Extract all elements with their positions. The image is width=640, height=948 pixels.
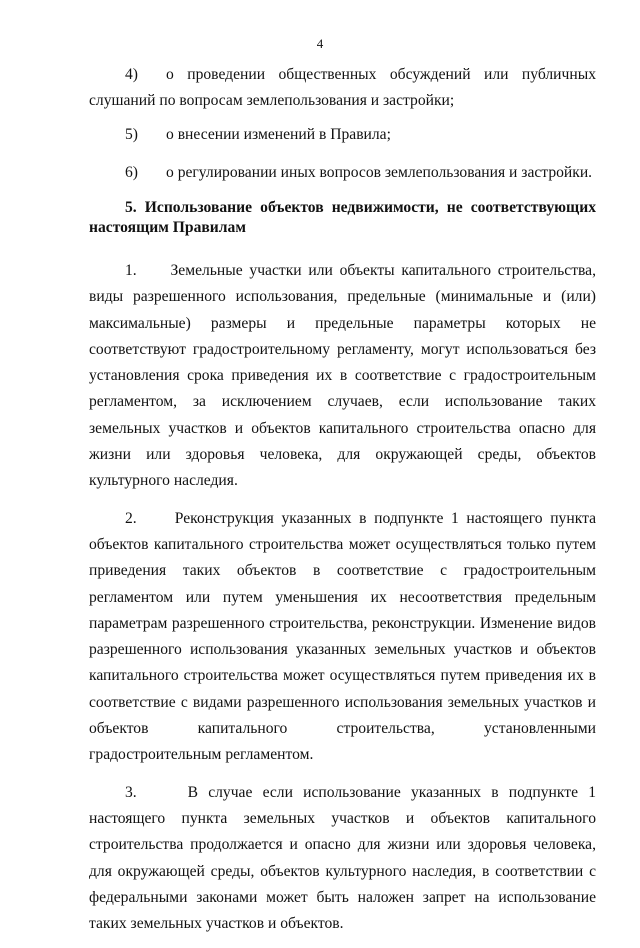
paragraph-2: 2. Реконструкция указанных в подпункте 1 настоящего пункта объектов капитального строительства может осуществляться только путем приведения таких объектов в соответствие с градостроительным регламентом или путем уменьшения их несоответствия предельным параметрам разрешенного строительства, реконструкции. Изменение видов разрешенного использования указанных земельных участков и объектов капитального строительства может осуществляться путем приведения их в соответствие с видами разрешенного использования земельных участков и объектов капитального строительства, установленными градостроительным регламентом. (89, 509, 596, 764)
page-number: 4 (316, 36, 324, 51)
list-item-4-text-line2: слушаний по вопросам землепользования и застройки; (89, 92, 455, 109)
list-item-6-text: о регулировании иных вопросов землепользования и застройки. (166, 164, 593, 181)
section-heading: 5. Использование объектов недвижимости, не соответствующих настоящим Правилам (89, 199, 596, 236)
document-body (89, 62, 596, 948)
list-item-4 (89, 62, 596, 114)
list-item-5-text: о внесении изменений в Правила; (166, 126, 391, 143)
list-item-6-number: 6) (125, 164, 138, 181)
list-item-4-text-line1: о проведении общественных обсуждений или публичных (166, 66, 596, 83)
list-item-4-first-line (89, 62, 596, 88)
list-item-4-number: 4) (125, 66, 138, 83)
list-item-5 (89, 122, 596, 148)
list-item-5-number: 5) (125, 126, 138, 143)
list-item-6 (89, 160, 596, 186)
paragraph-3: 3. В случае если использование указанных в подпункте 1 настоящего пункта земельных участков и объектов капитального строительства продолжается и опасно для жизни или здоровья человека, для окружающей среды, объектов культурного наследия, в соответствии с федеральными законами может быть наложен запрет на использование таких земельных участков и объектов. (89, 783, 596, 933)
paragraph-1: 1. Земельные участки или объекты капитального строительства, виды разрешенного использования, предельные (минимальные и (или) максимальные) размеры и предельные параметры которых не соответствуют градостроительному регламенту, могут использоваться без установления срока приведения их в соответствие с градостроительным регламентом, за исключением случаев, если использование таких земельных участков и объектов капитального строительства опасно для жизни или здоровья человека, для окружающей среды, объектов культурного наследия. (89, 262, 596, 490)
